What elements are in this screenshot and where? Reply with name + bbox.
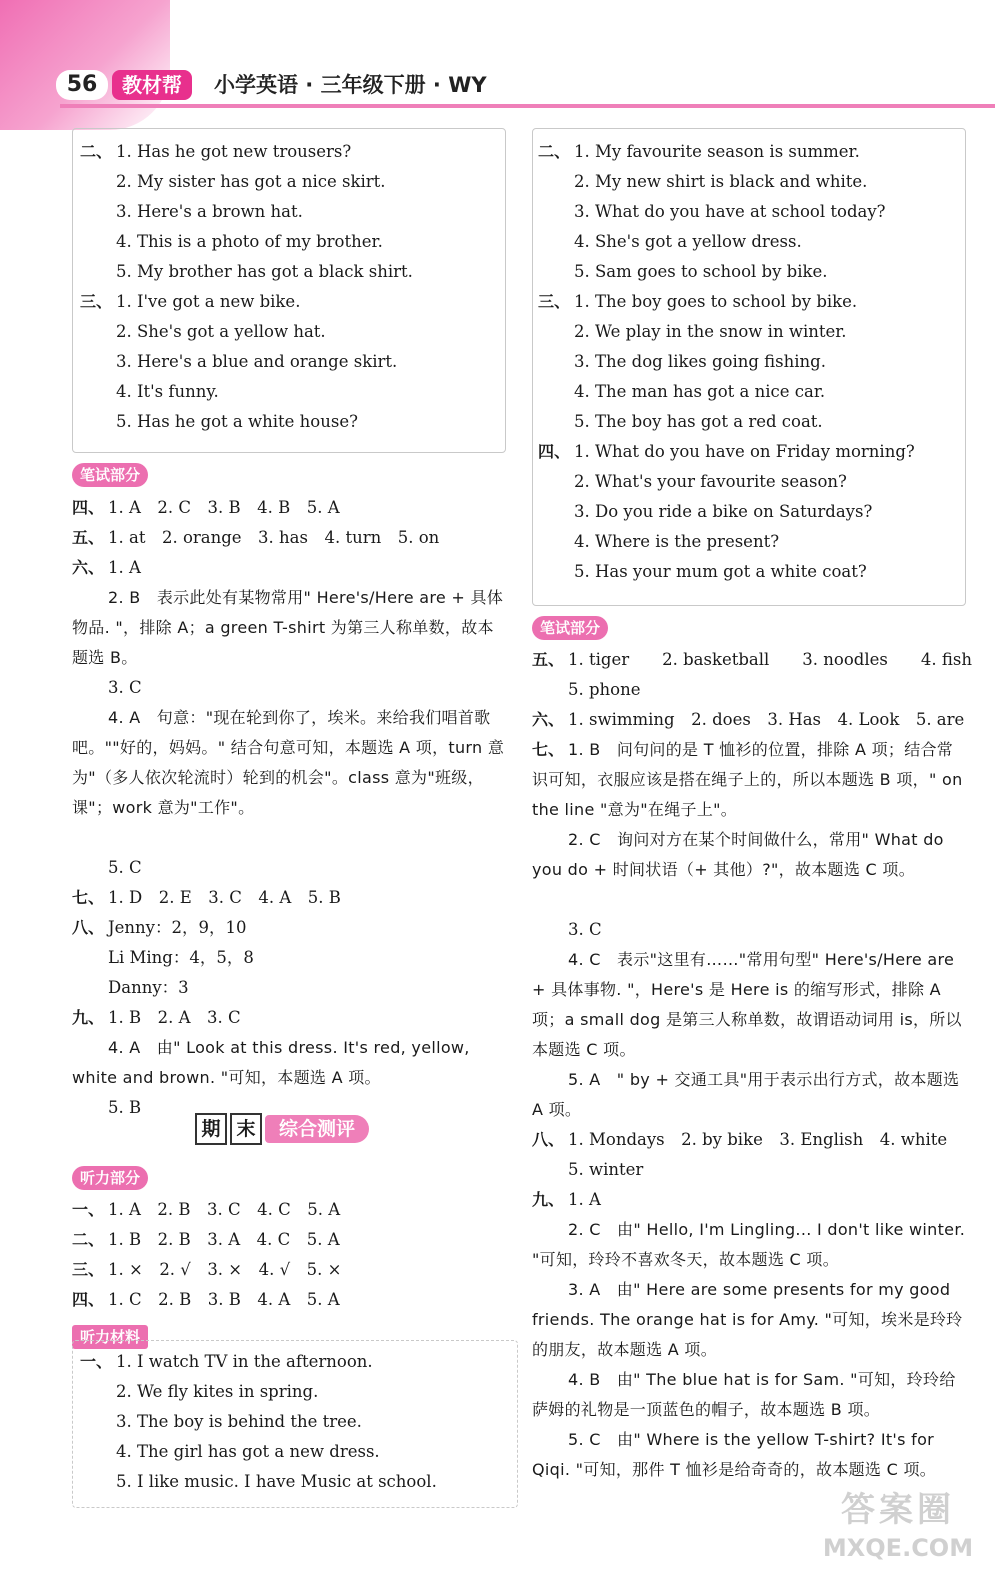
answer-text: 3. Here's a blue and orange skirt. — [116, 352, 398, 371]
question-number: 八、 — [532, 1130, 565, 1149]
answer-line — [538, 407, 962, 437]
answer-line — [72, 1033, 508, 1093]
answer-text: Li Ming：4，5，8 — [108, 948, 254, 967]
answer-text: 1. A — [108, 558, 141, 577]
answer-line — [538, 557, 962, 587]
answer-text: 1. × 2. √ 3. × 4. √ 5. × — [108, 1260, 342, 1279]
question-number: 九、 — [72, 1008, 105, 1027]
answer-text: 4. C 表示"这里有……"常用句型" Here's/Here are + 具体事物. "，Here's 是 Here is 的缩写形式，排除 A 项；a small dog 是第三人称单数，故谓语动词用 is，所以本题选 C 项。 — [532, 950, 962, 1059]
answer-line — [80, 1347, 510, 1377]
answer-line — [538, 167, 962, 197]
answer-text: 2. My new shirt is black and white. — [574, 172, 868, 191]
answer-line — [72, 583, 508, 673]
answer-text: 1. D 2. E 3. C 4. A 5. B — [108, 888, 341, 907]
answer-text: 4. A 由" Look at this dress. It's red, yellow, white and brown. "可知，本题选 A 项。 — [72, 1038, 470, 1087]
answer-line — [72, 1285, 508, 1315]
answer-text: 1. The boy goes to school by bike. — [574, 292, 858, 311]
answer-line — [532, 1365, 968, 1425]
answer-line — [538, 287, 962, 317]
answer-text: 1. I've got a new bike. — [116, 292, 301, 311]
banner-char-2: 末 — [230, 1113, 262, 1145]
answer-text: 1. A — [568, 1190, 601, 1209]
answer-text: Danny：3 — [108, 978, 189, 997]
answer-line — [80, 287, 500, 317]
answer-text: 1. at 2. orange 3. has 4. turn 5. on — [108, 528, 440, 547]
answer-text: 5. Sam goes to school by bike. — [574, 262, 828, 281]
answer-text: 4. The man has got a nice car. — [574, 382, 826, 401]
answer-line — [538, 467, 962, 497]
answer-text: 1. B 2. A 3. C — [108, 1008, 241, 1027]
answer-line — [538, 317, 962, 347]
written-section-label: 笔试部分 — [72, 463, 148, 487]
answer-line — [538, 227, 962, 257]
answer-line — [72, 523, 508, 553]
answer-text: 5. I like music. I have Music at school. — [116, 1472, 437, 1491]
answer-text: 5. C 由" Where is the yellow T-shirt? It's for Qiqi. "可知，那件 T 恤衫是给奇奇的，故本题选 C 项。 — [532, 1430, 937, 1479]
answer-line — [72, 943, 508, 973]
question-number: 一、 — [72, 1200, 105, 1219]
answer-line — [538, 347, 962, 377]
answer-line — [538, 497, 962, 527]
question-number: 二、 — [72, 1230, 105, 1249]
question-number: 一、 — [80, 1352, 113, 1371]
answer-text: 5. winter — [568, 1160, 644, 1179]
answer-line — [80, 197, 500, 227]
question-number: 五、 — [72, 528, 105, 547]
answer-line — [72, 493, 508, 523]
answer-line — [72, 673, 508, 703]
answer-line — [532, 915, 968, 945]
listening-section-label: 听力部分 — [72, 1166, 148, 1190]
answer-text: 2. She's got a yellow hat. — [116, 322, 326, 341]
page-number: 56 — [56, 70, 108, 100]
watermark-url: MXQE.COM — [822, 1534, 974, 1562]
answer-line — [80, 227, 500, 257]
answer-text: Jenny：2，9，10 — [108, 918, 247, 937]
header-decoration — [0, 0, 170, 130]
question-number: 七、 — [72, 888, 105, 907]
answer-text: 4. This is a photo of my brother. — [116, 232, 383, 251]
answer-line — [532, 945, 968, 1065]
answer-line — [72, 853, 508, 883]
answer-text: 4. She's got a yellow dress. — [574, 232, 802, 251]
answer-line — [80, 377, 500, 407]
answer-line — [532, 825, 968, 915]
question-number: 六、 — [72, 558, 105, 577]
answer-line — [80, 257, 500, 287]
answer-text: 3. Do you ride a bike on Saturdays? — [574, 502, 873, 521]
answer-line — [538, 527, 962, 557]
answer-text: 4. B 由" The blue hat is for Sam. "可知，玲玲给萨姆的礼物是一顶蓝色的帽子，故本题选 B 项。 — [532, 1370, 956, 1419]
answer-line — [538, 257, 962, 287]
answer-text: 3. What do you have at school today? — [574, 202, 886, 221]
question-number: 七、 — [532, 740, 565, 759]
answer-line — [80, 1407, 510, 1437]
final-test-banner — [195, 1113, 369, 1145]
answer-text: 1. I watch TV in the afternoon. — [116, 1352, 373, 1371]
answer-text: 1. tiger 2. basketball 3. noodles 4. fish — [568, 650, 972, 669]
answer-line — [538, 437, 962, 467]
answer-line — [72, 553, 508, 583]
answer-line — [72, 1255, 508, 1285]
book-title: 小学英语 · 三年级下册 · WY — [214, 73, 487, 97]
listening-material-label: 听力材料 — [72, 1325, 148, 1349]
answer-line — [72, 703, 508, 853]
answer-text: 4. A 句意："现在轮到你了，埃米。来给我们唱首歌吧。""好的，妈妈。" 结合句意可知，本题选 A 项，turn 意为"（多人依次轮流时）轮到的机会"。class 意为"班级，课"；work 意为"工作"。 — [72, 708, 505, 817]
answer-line — [532, 645, 972, 675]
answer-text: 4. Where is the present? — [574, 532, 780, 551]
answer-text: 2. We play in the snow in winter. — [574, 322, 847, 341]
answer-text: 2. C 由" Hello, I'm Lingling... I don't like winter. "可知，玲玲不喜欢冬天，故本题选 C 项。 — [532, 1220, 966, 1269]
answer-text: 1. A 2. B 3. C 4. C 5. A — [108, 1200, 341, 1219]
question-number: 四、 — [72, 1290, 105, 1309]
question-number: 四、 — [72, 498, 105, 517]
answer-text: 2. What's your favourite season? — [574, 472, 847, 491]
header-rule — [60, 104, 995, 108]
answer-line — [532, 735, 968, 825]
watermark-logo-text: 答案圈 — [841, 1490, 955, 1530]
answer-text: 2. C 询问对方在某个时间做什么，常用" What do you do + 时间状语（+ 其他）?"，故本题选 C 项。 — [532, 830, 944, 879]
answer-text: 5. C — [108, 858, 142, 877]
answer-line — [80, 1377, 510, 1407]
question-number: 三、 — [72, 1260, 105, 1279]
answer-text: 5. Has he got a white house? — [116, 412, 358, 431]
question-number: 八、 — [72, 918, 105, 937]
answer-text: 4. The girl has got a new dress. — [116, 1442, 380, 1461]
answer-line — [532, 1155, 968, 1185]
answer-line — [538, 377, 962, 407]
answer-text: 3. C — [108, 678, 142, 697]
answer-text: 3. The dog likes going fishing. — [574, 352, 826, 371]
answer-line — [72, 1003, 508, 1033]
answer-line — [72, 883, 508, 913]
question-number: 二、 — [80, 142, 113, 161]
answer-text: 2. My sister has got a nice skirt. — [116, 172, 386, 191]
answer-text: 5. phone — [568, 680, 641, 699]
answer-text: 4. It's funny. — [116, 382, 219, 401]
answer-text: 5. The boy has got a red coat. — [574, 412, 823, 431]
answer-line — [532, 1275, 968, 1365]
answer-text: 5. Has your mum got a white coat? — [574, 562, 867, 581]
answer-line — [532, 1215, 968, 1275]
answer-line — [80, 167, 500, 197]
question-number: 二、 — [538, 142, 571, 161]
answer-text: 1. C 2. B 3. B 4. A 5. A — [108, 1290, 340, 1309]
right-written-section-label: 笔试部分 — [532, 616, 608, 640]
brand-badge: 教材帮 — [112, 70, 192, 100]
answer-text: 3. The boy is behind the tree. — [116, 1412, 362, 1431]
answer-text: 2. We fly kites in spring. — [116, 1382, 319, 1401]
answer-text: 1. My favourite season is summer. — [574, 142, 860, 161]
banner-char-1: 期 — [195, 1113, 227, 1145]
answer-line — [80, 407, 500, 437]
answer-line — [72, 1225, 508, 1255]
answer-line — [538, 137, 962, 167]
answer-text: 1. swimming 2. does 3. Has 4. Look 5. are — [568, 710, 965, 729]
answer-line — [80, 1437, 510, 1467]
answer-line — [532, 1125, 968, 1155]
answer-line — [80, 347, 500, 377]
banner-title: 综合测评 — [265, 1115, 369, 1143]
answer-text: 1. B 问句问的是 T 恤衫的位置，排除 A 项；结合常识可知，衣服应该是搭在绳子上的，所以本题选 B 项，" on the line "意为"在绳子上"。 — [532, 740, 963, 819]
answer-line — [532, 1185, 968, 1215]
answer-text: 5. B — [108, 1098, 142, 1117]
answer-line — [72, 1195, 508, 1225]
question-number: 四、 — [538, 442, 571, 461]
question-number: 六、 — [532, 710, 565, 729]
answer-text: 3. A 由" Here are some presents for my good friends. The orange hat is for Amy. "可知，埃米是玲玲的朋友，故本题选 A 项。 — [532, 1280, 963, 1359]
answer-text: 1. Has he got new trousers? — [116, 142, 352, 161]
answer-line — [72, 913, 508, 943]
answer-line — [532, 1065, 968, 1125]
question-number: 三、 — [538, 292, 571, 311]
answer-line — [532, 705, 968, 735]
answer-text: 1. B 2. B 3. A 4. C 5. A — [108, 1230, 340, 1249]
answer-text: 3. Here's a brown hat. — [116, 202, 303, 221]
answer-text: 5. A " by + 交通工具"用于表示出行方式，故本题选 A 项。 — [532, 1070, 960, 1119]
answer-line — [538, 197, 962, 227]
answer-line — [80, 317, 500, 347]
answer-text: 3. C — [568, 920, 602, 939]
watermark — [808, 1490, 988, 1570]
answer-text: 1. What do you have on Friday morning? — [574, 442, 915, 461]
question-number: 五、 — [532, 650, 565, 669]
answer-line — [532, 675, 968, 705]
answer-text: 2. B 表示此处有某物常用" Here's/Here are + 具体物品. "，排除 A；a green T-shirt 为第三人称单数，故本题选 B。 — [72, 588, 504, 667]
answer-line — [80, 137, 500, 167]
question-number: 九、 — [532, 1190, 565, 1209]
answer-text: 1. Mondays 2. by bike 3. English 4. white — [568, 1130, 948, 1149]
answer-text: 5. My brother has got a black shirt. — [116, 262, 413, 281]
question-number: 三、 — [80, 292, 113, 311]
answer-line — [80, 1467, 510, 1497]
answer-line — [72, 973, 508, 1003]
answer-text: 1. A 2. C 3. B 4. B 5. A — [108, 498, 340, 517]
